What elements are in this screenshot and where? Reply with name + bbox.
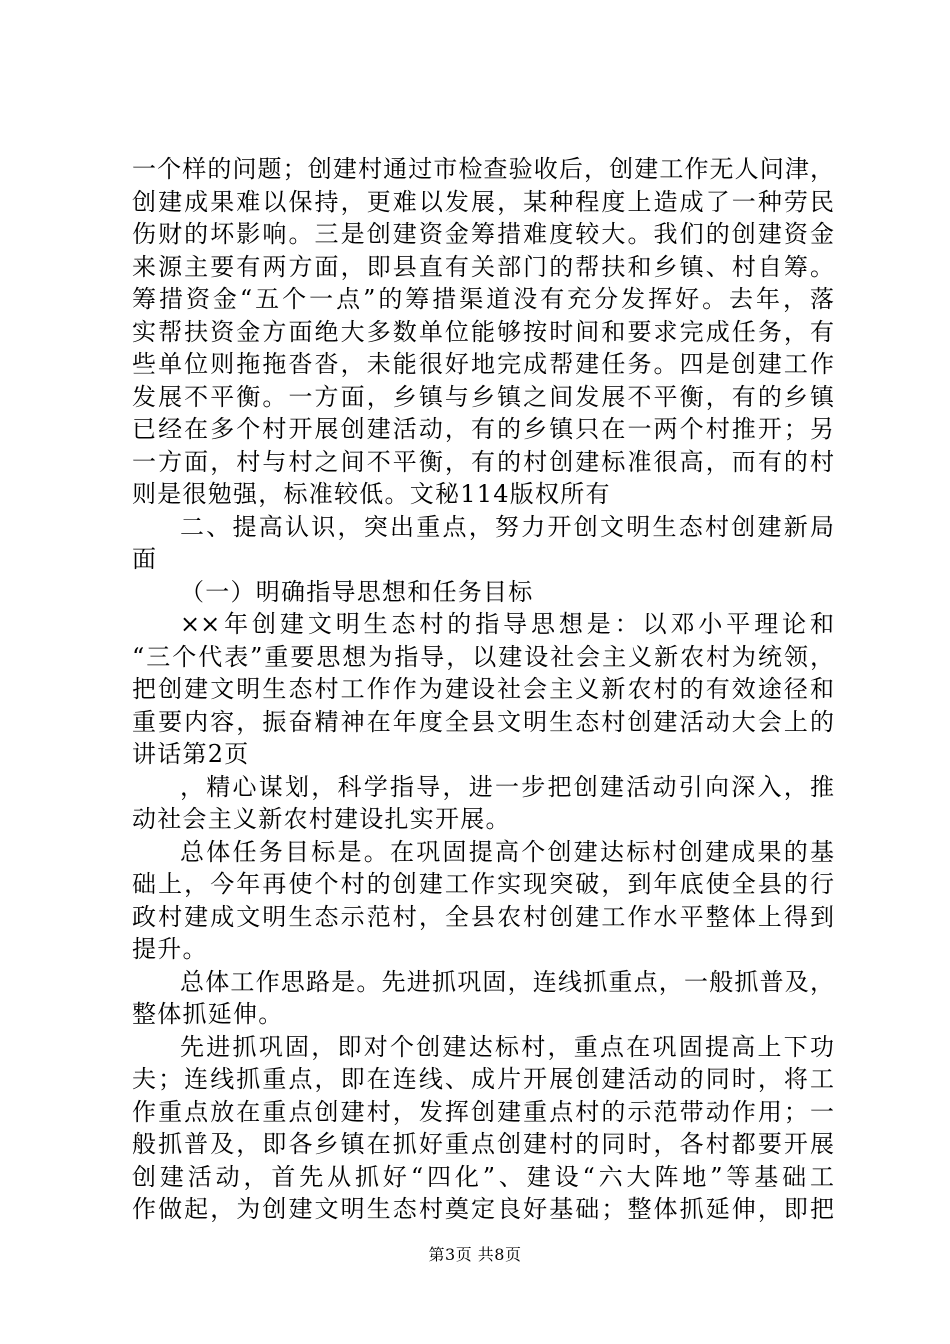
text-line: 创建活动，首先从抓好“四化”、建设“六大阵地”等基础工: [132, 1162, 834, 1191]
text-line: 创建成果难以保持，更难以发展，某种程度上造成了一种劳民: [132, 187, 834, 216]
text-line: 已经在多个村开展创建活动，有的乡镇只在一两个村推开；另: [132, 415, 834, 443]
text-line: 作重点放在重点创建村，发挥创建重点村的示范带动作用；一: [132, 1097, 834, 1126]
text-line: 般抓普及，即各乡镇在抓好重点创建村的同时，各村都要开展: [132, 1130, 834, 1158]
section-heading: 二、提高认识，突出重点，努力开创文明生态村创建新局: [180, 512, 834, 541]
text-line: 夫；连线抓重点，即在连线、成片开展创建活动的同时，将工: [132, 1065, 834, 1093]
text-line: 政村建成文明生态示范村，全县农村创建工作水平整体上得到: [132, 902, 834, 931]
section-heading-cont: 面: [132, 545, 158, 573]
text-line: 来源主要有两方面，即县直有关部门的帮扶和乡镇、村自筹。: [132, 252, 834, 281]
text-line: “三个代表”重要思想为指导，以建设社会主义新农村为统领，: [132, 642, 834, 671]
text-line: 把创建文明生态村工作作为建设社会主义新农村的有效途径和: [132, 675, 834, 703]
text-line: 一个样的问题；创建村通过市检查验收后，创建工作无人问津，: [132, 155, 834, 183]
text-line: 讲话第2页: [132, 740, 250, 768]
text-line: 伤财的坏影响。三是创建资金筹措难度较大。我们的创建资金: [132, 220, 834, 248]
text-line: 先进抓巩固，即对个创建达标村，重点在巩固提高上下功: [180, 1032, 834, 1061]
text-line: 些单位则拖拖沓沓，未能很好地完成帮建任务。四是创建工作: [132, 350, 834, 378]
text-line: 实帮扶资金方面绝大多数单位能够按时间和要求完成任务，有: [132, 317, 834, 346]
text-line: 重要内容，振奋精神在年度全县文明生态村创建活动大会上的: [132, 707, 834, 736]
document-body: [132, 153, 834, 1226]
text-line: 发展不平衡。一方面，乡镇与乡镇之间发展不平衡，有的乡镇: [132, 382, 834, 411]
text-line: 筹措资金“五个一点”的筹措渠道没有充分发挥好。去年，落: [132, 285, 834, 313]
text-line: 作做起，为创建文明生态村奠定良好基础；整体抓延伸，即把: [132, 1195, 834, 1223]
text-line: ，精心谋划，科学指导，进一步把创建活动引向深入，推: [180, 772, 834, 801]
page-footer: 第3页 共8页: [428, 1245, 522, 1264]
text-line: 提升。: [132, 935, 208, 963]
text-line: 总体任务目标是。在巩固提高个创建达标村创建成果的基: [180, 837, 834, 866]
text-line: 则是很勉强，标准较低。文秘114版权所有: [132, 480, 611, 508]
text-line: ××年创建文明生态村的指导思想是：以邓小平理论和: [180, 610, 834, 638]
text-line: 整体抓延伸。: [132, 1000, 284, 1028]
subsection-heading: （一）明确指导思想和任务目标: [180, 577, 534, 606]
text-line: 动社会主义新农村建设扎实开展。: [132, 805, 511, 833]
text-line: 础上，今年再使个村的创建工作实现突破，到年底使全县的行: [132, 870, 834, 898]
text-line: 一方面，村与村之间不平衡，有的村创建标准很高，而有的村: [132, 447, 834, 476]
text-line: 总体工作思路是。先进抓巩固，连线抓重点，一般抓普及，: [180, 967, 834, 996]
